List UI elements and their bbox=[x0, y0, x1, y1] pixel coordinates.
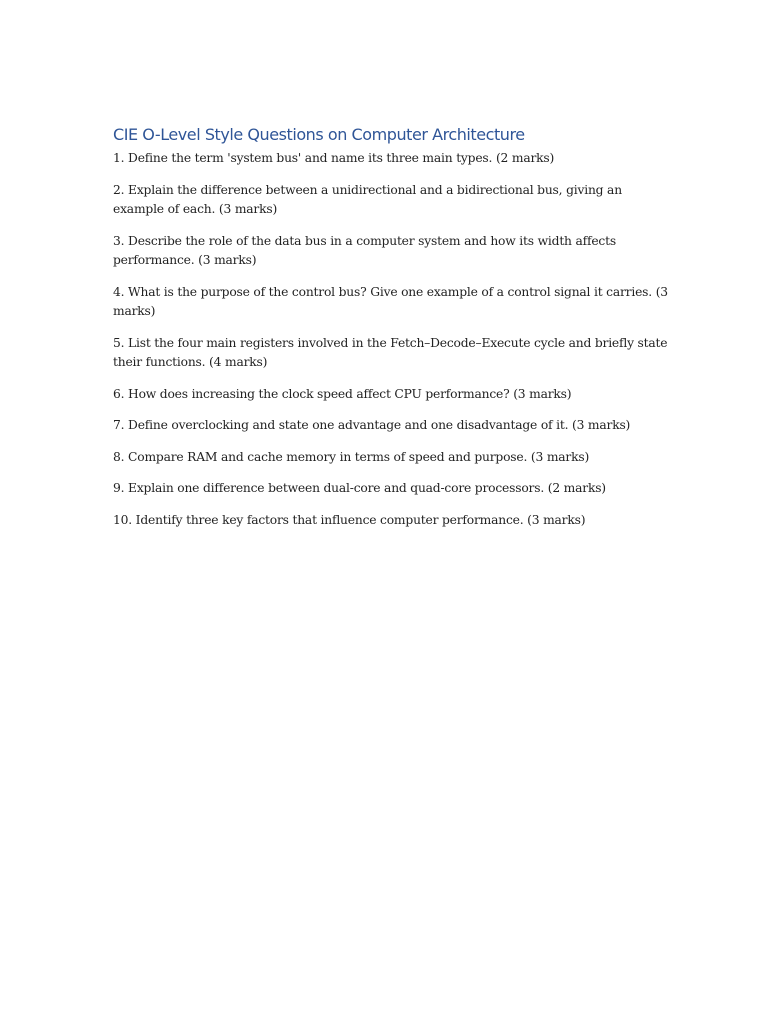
document-content bbox=[113, 124, 673, 542]
question-8: 8. Compare RAM and cache memory in terms of speed and purpose. (3 marks) bbox=[113, 449, 590, 464]
question-2: 2. Explain the difference between a unidirectional and a bidirectional bus, giving an example of each. (3 marks) bbox=[113, 182, 622, 216]
question-7: 7. Define overclocking and state one advantage and one disadvantage of it. (3 marks) bbox=[113, 418, 631, 432]
question-1: 1. Define the term 'system bus' and name its three main types. (2 marks) bbox=[113, 151, 555, 165]
question-10: 10. Identify three key factors that influence computer performance. (3 marks) bbox=[113, 512, 586, 527]
question-6: 6. How does increasing the clock speed affect CPU performance? (3 marks) bbox=[113, 386, 572, 401]
question-4: 4. What is the purpose of the control bus? Give one example of a control signal it carries. (3 marks) bbox=[113, 284, 668, 318]
question-5: 5. List the four main registers involved in the Fetch–Decode–Execute cycle and briefly state their functions. (4 marks) bbox=[113, 335, 668, 369]
document-title: CIE O-Level Style Questions on Computer Architecture bbox=[113, 125, 525, 144]
question-9: 9. Explain one difference between dual-core and quad-core processors. (2 marks) bbox=[113, 481, 606, 495]
question-3: 3. Describe the role of the data bus in a computer system and how its width affects performance. (3 marks) bbox=[113, 233, 616, 267]
